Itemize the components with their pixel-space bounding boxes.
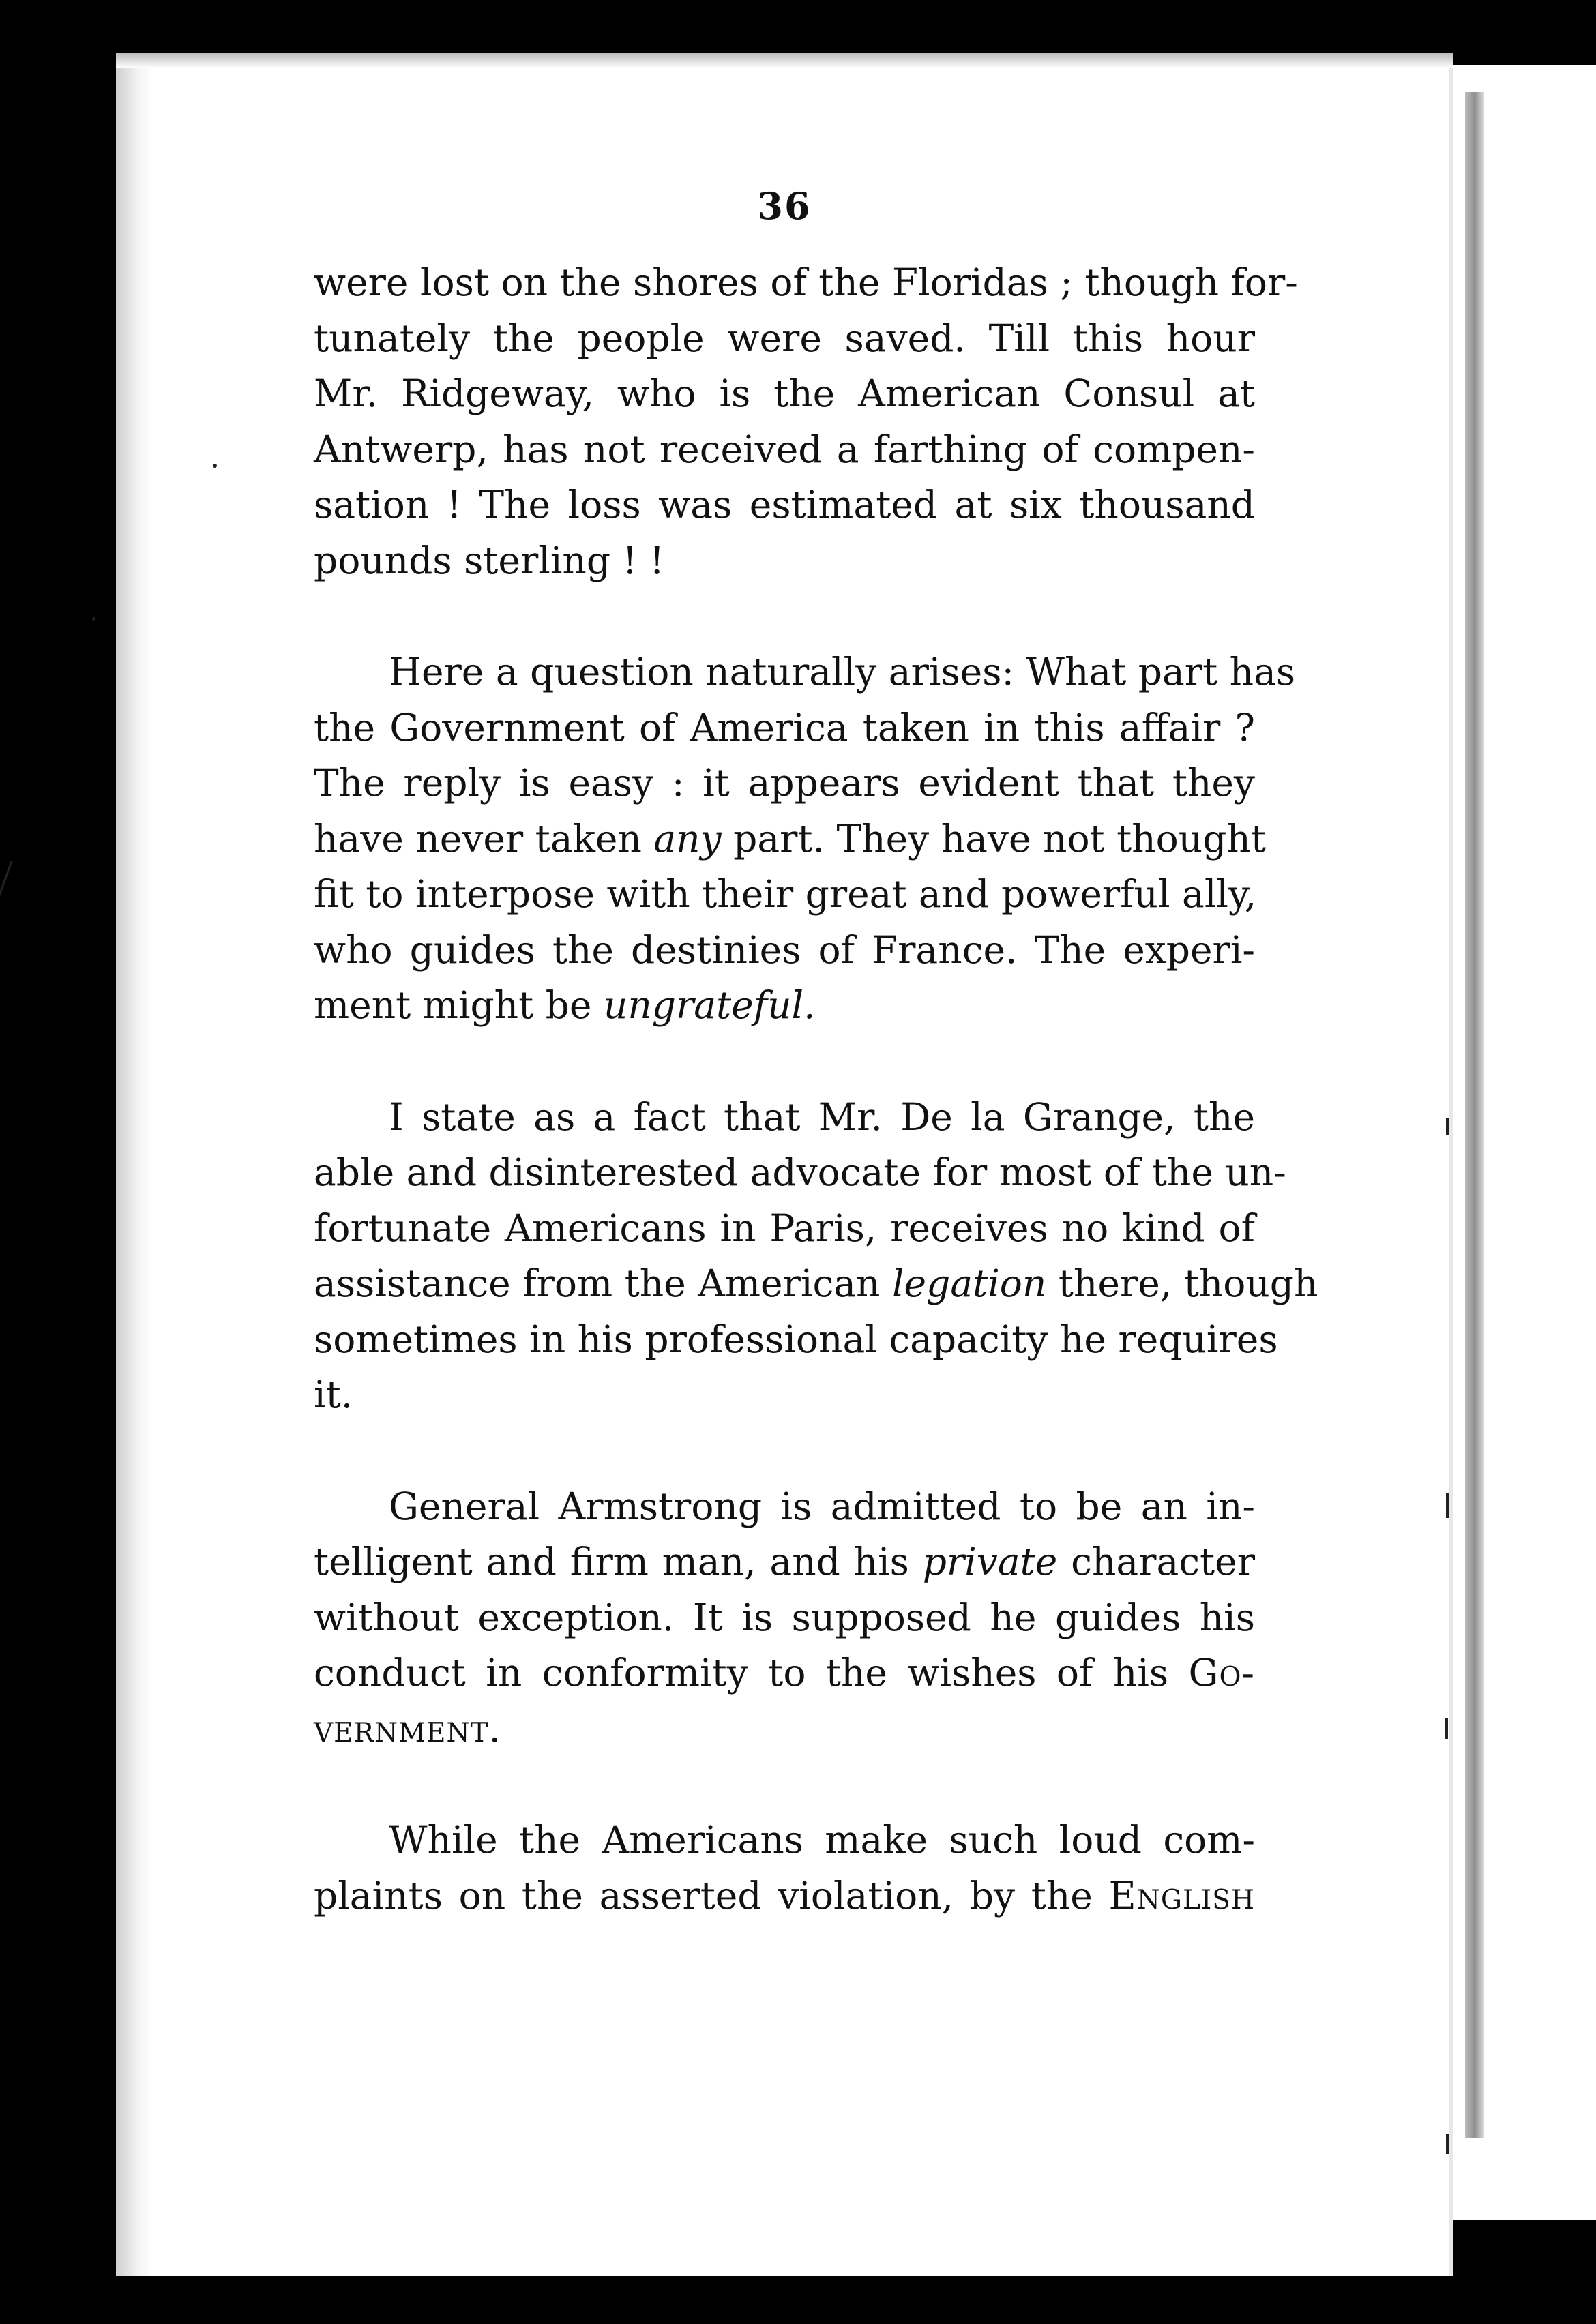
italic-emphasis: private: [922, 1540, 1058, 1583]
text-line: sometimes in his professional capacity he requires: [314, 1317, 1278, 1361]
text-segment: character: [1071, 1540, 1255, 1583]
text-line: fit to interpose with their great and powerful ally,: [314, 872, 1257, 916]
right-margin-tick: [1446, 2134, 1449, 2154]
text-segment: conduct in conformity to the wishes of his: [314, 1651, 1169, 1695]
italic-emphasis: ungrateful.: [603, 983, 816, 1027]
text-segment: ment might be: [314, 983, 592, 1027]
text-segment: assistance from the American: [314, 1262, 881, 1305]
page-gutter-shadow: [116, 53, 153, 2276]
italic-emphasis: legation: [891, 1262, 1047, 1305]
text-line: pounds sterling ! !: [314, 538, 665, 582]
text-line: Here a question naturally arises: What part has: [389, 650, 1296, 694]
paragraph-1: [314, 255, 1298, 589]
text-line: were lost on the shores of the Floridas ; though for-: [314, 260, 1298, 304]
text-line: General Armstrong is admitted to be an in-: [389, 1484, 1255, 1528]
right-margin-tick: [1445, 1718, 1448, 1739]
text-line: [314, 1868, 1255, 1924]
left-margin-speck: [92, 617, 95, 621]
page-number: 36: [757, 184, 812, 228]
text-segment: part. They have not thought: [733, 816, 1266, 861]
paragraph-3: [314, 1090, 1318, 1423]
text-line: [314, 1256, 1318, 1312]
left-margin-speck: [213, 464, 217, 468]
text-segment: telligent and firm man, and his: [314, 1540, 909, 1583]
text-line: it.: [314, 1373, 353, 1416]
text-line: [314, 1534, 1255, 1590]
paragraph-5: [314, 1813, 1255, 1924]
text-line: Antwerp, has not received a farthing of compen-: [314, 427, 1255, 471]
text-line: While the Americans make such loud com-: [389, 1818, 1255, 1862]
text-line: fortunate Americans in Paris, receives no kind of: [314, 1206, 1255, 1250]
text-line: without exception. It is supposed he guides his: [314, 1595, 1255, 1639]
text-line: [314, 811, 1266, 867]
text-segment: plaints on the asserted violation, by the: [314, 1873, 1093, 1918]
text-line: the Government of America taken in this affair ?: [314, 705, 1255, 749]
text-line: who guides the destinies of France. The experi-: [314, 927, 1255, 972]
italic-emphasis: any: [653, 816, 722, 861]
text-segment: have never taken: [314, 816, 642, 861]
adjacent-page-edge: [1453, 65, 1596, 2220]
small-caps-word: Go-: [1188, 1651, 1256, 1695]
paragraph-4: [314, 1479, 1255, 1757]
page-top-shadow: [116, 53, 1453, 68]
right-margin-tick: [1446, 1118, 1449, 1135]
text-segment: there, though: [1058, 1262, 1318, 1305]
text-line: [314, 1645, 1255, 1701]
text-line: I state as a fact that Mr. De la Grange, the: [389, 1094, 1255, 1139]
page-text: [314, 184, 1318, 1924]
text-line: sation ! The loss was estimated at six thousand: [314, 483, 1255, 526]
text-line: Mr. Ridgeway, who is the American Consul at: [314, 372, 1255, 415]
text-line: vernment.: [314, 1706, 502, 1751]
text-line: tunately the people were saved. Till this hour: [314, 316, 1255, 360]
paragraph-2: [314, 644, 1296, 1034]
text-line: [314, 978, 1255, 1034]
small-caps-word: English: [1108, 1873, 1256, 1918]
binding-spine: [1465, 92, 1484, 2138]
text-line: The reply is easy : it appears evident that they: [314, 761, 1255, 805]
text-line: able and disinterested advocate for most of the un-: [314, 1150, 1286, 1194]
right-margin-tick: [1446, 1493, 1449, 1518]
